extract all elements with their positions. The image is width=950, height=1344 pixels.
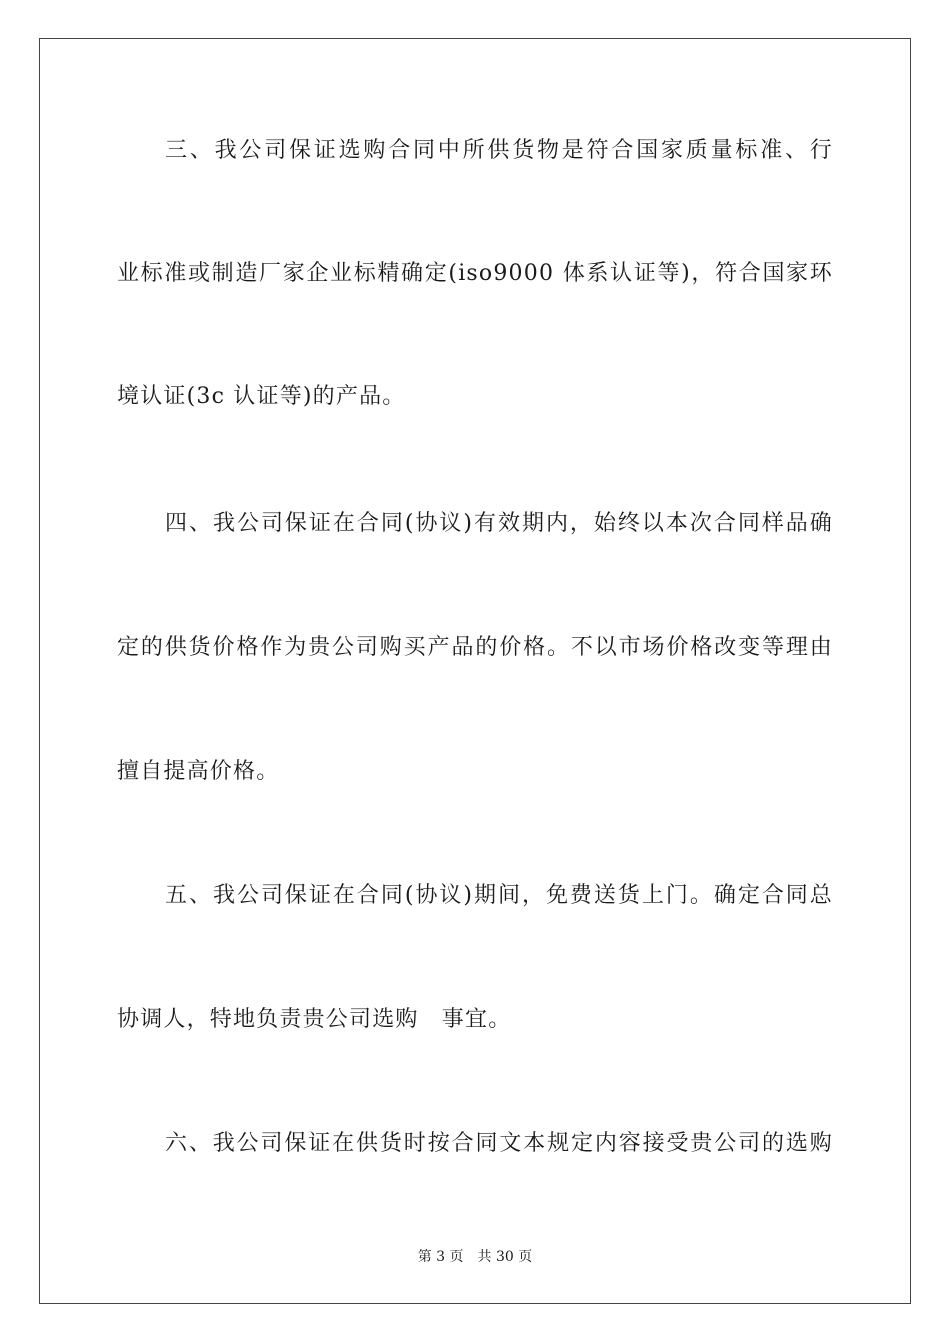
page-number-current: 第 3 页 xyxy=(417,1249,464,1265)
paragraph-6-line-1: 六、我公司保证在供货时按合同文本规定内容接受贵公司的选购 xyxy=(165,1131,833,1156)
page-number-total: 共 30 页 xyxy=(477,1249,533,1265)
paragraph-4-line-3: 擅自提高价格。 xyxy=(117,759,280,784)
paragraph-5-line-1: 五、我公司保证在合同(协议)期间，免费送货上门。确定合同总 xyxy=(165,883,833,908)
paragraph-3-line-1: 三、我公司保证选购合同中所供货物是符合国家质量标准、行 xyxy=(165,138,833,163)
page-footer xyxy=(0,1247,950,1267)
paragraph-3-line-2: 业标准或制造厂家企业标精确定(iso9000 体系认证等)，符合国家环 xyxy=(117,261,833,286)
paragraph-3-line-3: 境认证(3c 认证等)的产品。 xyxy=(117,384,406,409)
page-border xyxy=(39,38,911,1304)
paragraph-4-line-1: 四、我公司保证在合同(协议)有效期内，始终以本次合同样品确 xyxy=(165,511,833,536)
paragraph-4-line-2: 定的供货价格作为贵公司购买产品的价格。不以市场价格改变等理由 xyxy=(117,635,833,660)
paragraph-5-line-2: 协调人，特地负责贵公司选购 事宜。 xyxy=(117,1007,512,1032)
